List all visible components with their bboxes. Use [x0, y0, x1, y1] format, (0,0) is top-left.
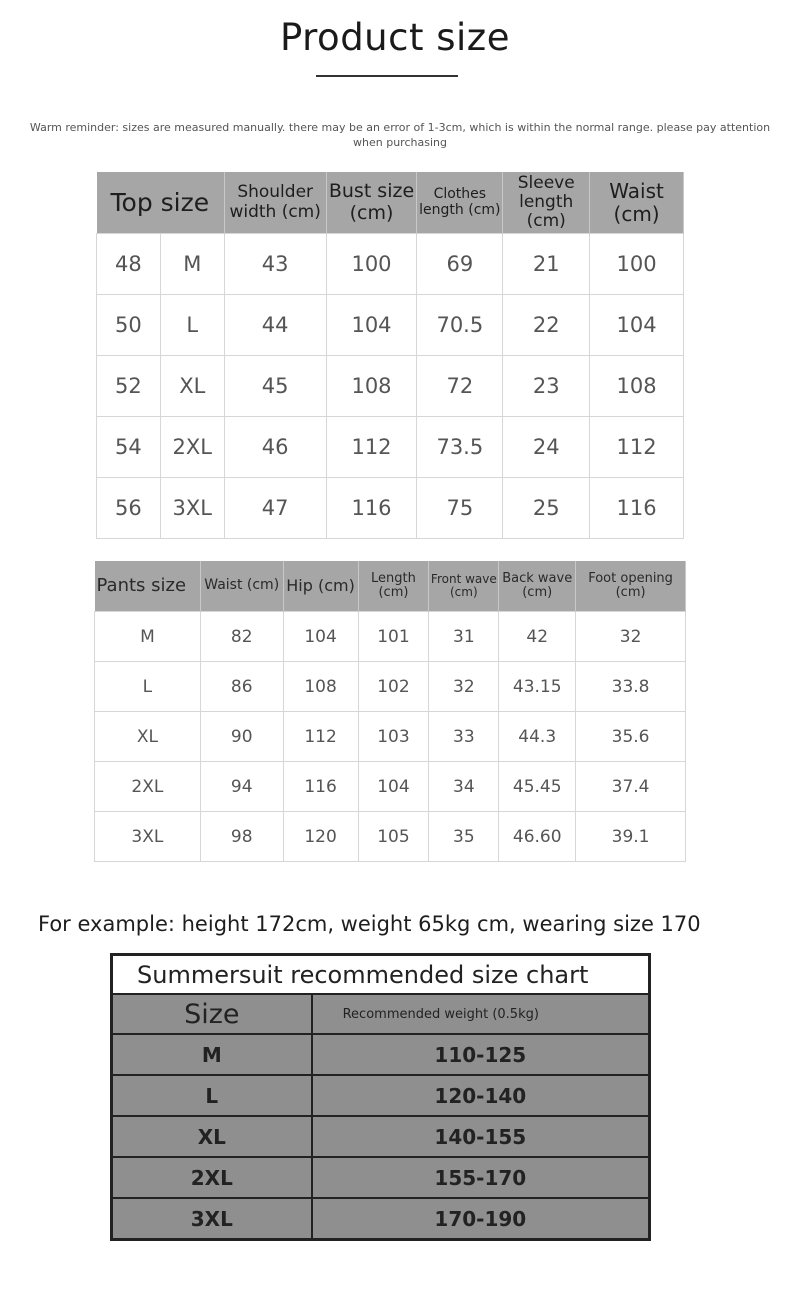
- table-cell: 37.4: [576, 762, 686, 812]
- table-cell: 112: [590, 417, 684, 478]
- table-cell: 90: [200, 712, 283, 762]
- pants-table-header: [95, 561, 686, 612]
- table-row: [97, 295, 684, 356]
- table-cell: 2XL: [112, 1157, 312, 1198]
- summersuit-size-table: [110, 953, 651, 1241]
- table-row: [97, 417, 684, 478]
- header-bust-size: Bust size (cm): [326, 172, 417, 234]
- table-cell: 25: [503, 478, 590, 539]
- table-cell: 112: [326, 417, 417, 478]
- table-cell: 75: [417, 478, 503, 539]
- table-cell: XL: [95, 712, 201, 762]
- table-cell: 120-140: [312, 1075, 650, 1116]
- table-cell: 72: [417, 356, 503, 417]
- table-cell: L: [112, 1075, 312, 1116]
- pants-size-table: [94, 561, 686, 862]
- table-cell: 46.60: [499, 812, 576, 862]
- table-cell: 86: [200, 662, 283, 712]
- table-row: [95, 812, 686, 862]
- table-cell: 116: [326, 478, 417, 539]
- table-cell: 43: [224, 234, 326, 295]
- table-row: [112, 1075, 650, 1116]
- table-cell: 103: [358, 712, 429, 762]
- table-cell: 112: [283, 712, 358, 762]
- table-row: [97, 234, 684, 295]
- table-row: [95, 662, 686, 712]
- table-cell: 110-125: [312, 1034, 650, 1075]
- table-cell: 35: [429, 812, 499, 862]
- table-row: [112, 1198, 650, 1240]
- header-top-size: Top size: [97, 172, 225, 234]
- table-cell: 140-155: [312, 1116, 650, 1157]
- table-cell: 69: [417, 234, 503, 295]
- table-cell: 94: [200, 762, 283, 812]
- summersuit-title-row: [112, 955, 650, 995]
- header-front-wave: Front wave (cm): [429, 561, 499, 612]
- warm-reminder: Warm reminder: sizes are measured manually. there may be an error of 1-3cm, which is within the normal range. please pay attention when purchasing: [29, 121, 771, 149]
- table-cell: M: [160, 234, 224, 295]
- table-cell: 101: [358, 612, 429, 662]
- table-cell: 116: [590, 478, 684, 539]
- table-cell: 3XL: [160, 478, 224, 539]
- table-cell: 45.45: [499, 762, 576, 812]
- summersuit-header-row: [112, 994, 650, 1034]
- table-cell: 34: [429, 762, 499, 812]
- table-cell: 98: [200, 812, 283, 862]
- table-cell: 104: [590, 295, 684, 356]
- table-cell: 33: [429, 712, 499, 762]
- table-cell: M: [95, 612, 201, 662]
- table-row: [97, 478, 684, 539]
- table-cell: XL: [112, 1116, 312, 1157]
- table-cell: 54: [97, 417, 161, 478]
- table-cell: 33.8: [576, 662, 686, 712]
- table-cell: 108: [283, 662, 358, 712]
- table-cell: 102: [358, 662, 429, 712]
- example-text: For example: height 172cm, weight 65kg cm, wearing size 170: [38, 912, 701, 936]
- title-underline: [316, 75, 458, 77]
- table-cell: 32: [576, 612, 686, 662]
- table-cell: 120: [283, 812, 358, 862]
- table-cell: 108: [326, 356, 417, 417]
- table-cell: 116: [283, 762, 358, 812]
- table-row: [97, 356, 684, 417]
- table-cell: 31: [429, 612, 499, 662]
- table-cell: 3XL: [112, 1198, 312, 1240]
- table-cell: 22: [503, 295, 590, 356]
- header-recommended-weight: Recommended weight (0.5kg): [312, 994, 650, 1034]
- header-clothes-length: Clothes length (cm): [417, 172, 503, 234]
- table-cell: 46: [224, 417, 326, 478]
- header-shoulder-width: Shoulder width (cm): [224, 172, 326, 234]
- header-length: Length (cm): [358, 561, 429, 612]
- table-cell: 108: [590, 356, 684, 417]
- table-cell: 47: [224, 478, 326, 539]
- table-cell: 45: [224, 356, 326, 417]
- top-table-header: [97, 172, 684, 234]
- table-cell: 43.15: [499, 662, 576, 712]
- table-row: [95, 612, 686, 662]
- table-cell: L: [95, 662, 201, 712]
- summersuit-title: Summersuit recommended size chart: [112, 955, 650, 995]
- table-cell: 44: [224, 295, 326, 356]
- table-cell: 2XL: [95, 762, 201, 812]
- table-cell: L: [160, 295, 224, 356]
- table-cell: 104: [283, 612, 358, 662]
- header-waist: Waist (cm): [590, 172, 684, 234]
- table-cell: 100: [590, 234, 684, 295]
- table-cell: 50: [97, 295, 161, 356]
- header-size: Size: [112, 994, 312, 1034]
- table-cell: 82: [200, 612, 283, 662]
- table-cell: 3XL: [95, 812, 201, 862]
- table-cell: 2XL: [160, 417, 224, 478]
- table-cell: 70.5: [417, 295, 503, 356]
- table-cell: 21: [503, 234, 590, 295]
- header-pants-size: Pants size: [95, 561, 201, 612]
- table-cell: 104: [358, 762, 429, 812]
- table-row: [112, 1034, 650, 1075]
- header-sleeve-length: Sleeve length (cm): [503, 172, 590, 234]
- table-cell: 52: [97, 356, 161, 417]
- page-title: Product size: [280, 16, 510, 59]
- table-cell: 39.1: [576, 812, 686, 862]
- header-back-wave: Back wave (cm): [499, 561, 576, 612]
- table-cell: 170-190: [312, 1198, 650, 1240]
- header-waist: Waist (cm): [200, 561, 283, 612]
- table-cell: 100: [326, 234, 417, 295]
- table-cell: 155-170: [312, 1157, 650, 1198]
- table-cell: 35.6: [576, 712, 686, 762]
- table-cell: 23: [503, 356, 590, 417]
- table-row: [112, 1157, 650, 1198]
- table-cell: 32: [429, 662, 499, 712]
- table-cell: 42: [499, 612, 576, 662]
- header-hip: Hip (cm): [283, 561, 358, 612]
- top-size-table: [96, 172, 684, 539]
- table-row: [112, 1116, 650, 1157]
- table-cell: 73.5: [417, 417, 503, 478]
- header-foot-opening: Foot opening (cm): [576, 561, 686, 612]
- table-row: [95, 712, 686, 762]
- table-cell: M: [112, 1034, 312, 1075]
- table-row: [95, 762, 686, 812]
- table-cell: 56: [97, 478, 161, 539]
- table-cell: 44.3: [499, 712, 576, 762]
- table-cell: 105: [358, 812, 429, 862]
- table-cell: 48: [97, 234, 161, 295]
- table-cell: XL: [160, 356, 224, 417]
- table-cell: 24: [503, 417, 590, 478]
- table-cell: 104: [326, 295, 417, 356]
